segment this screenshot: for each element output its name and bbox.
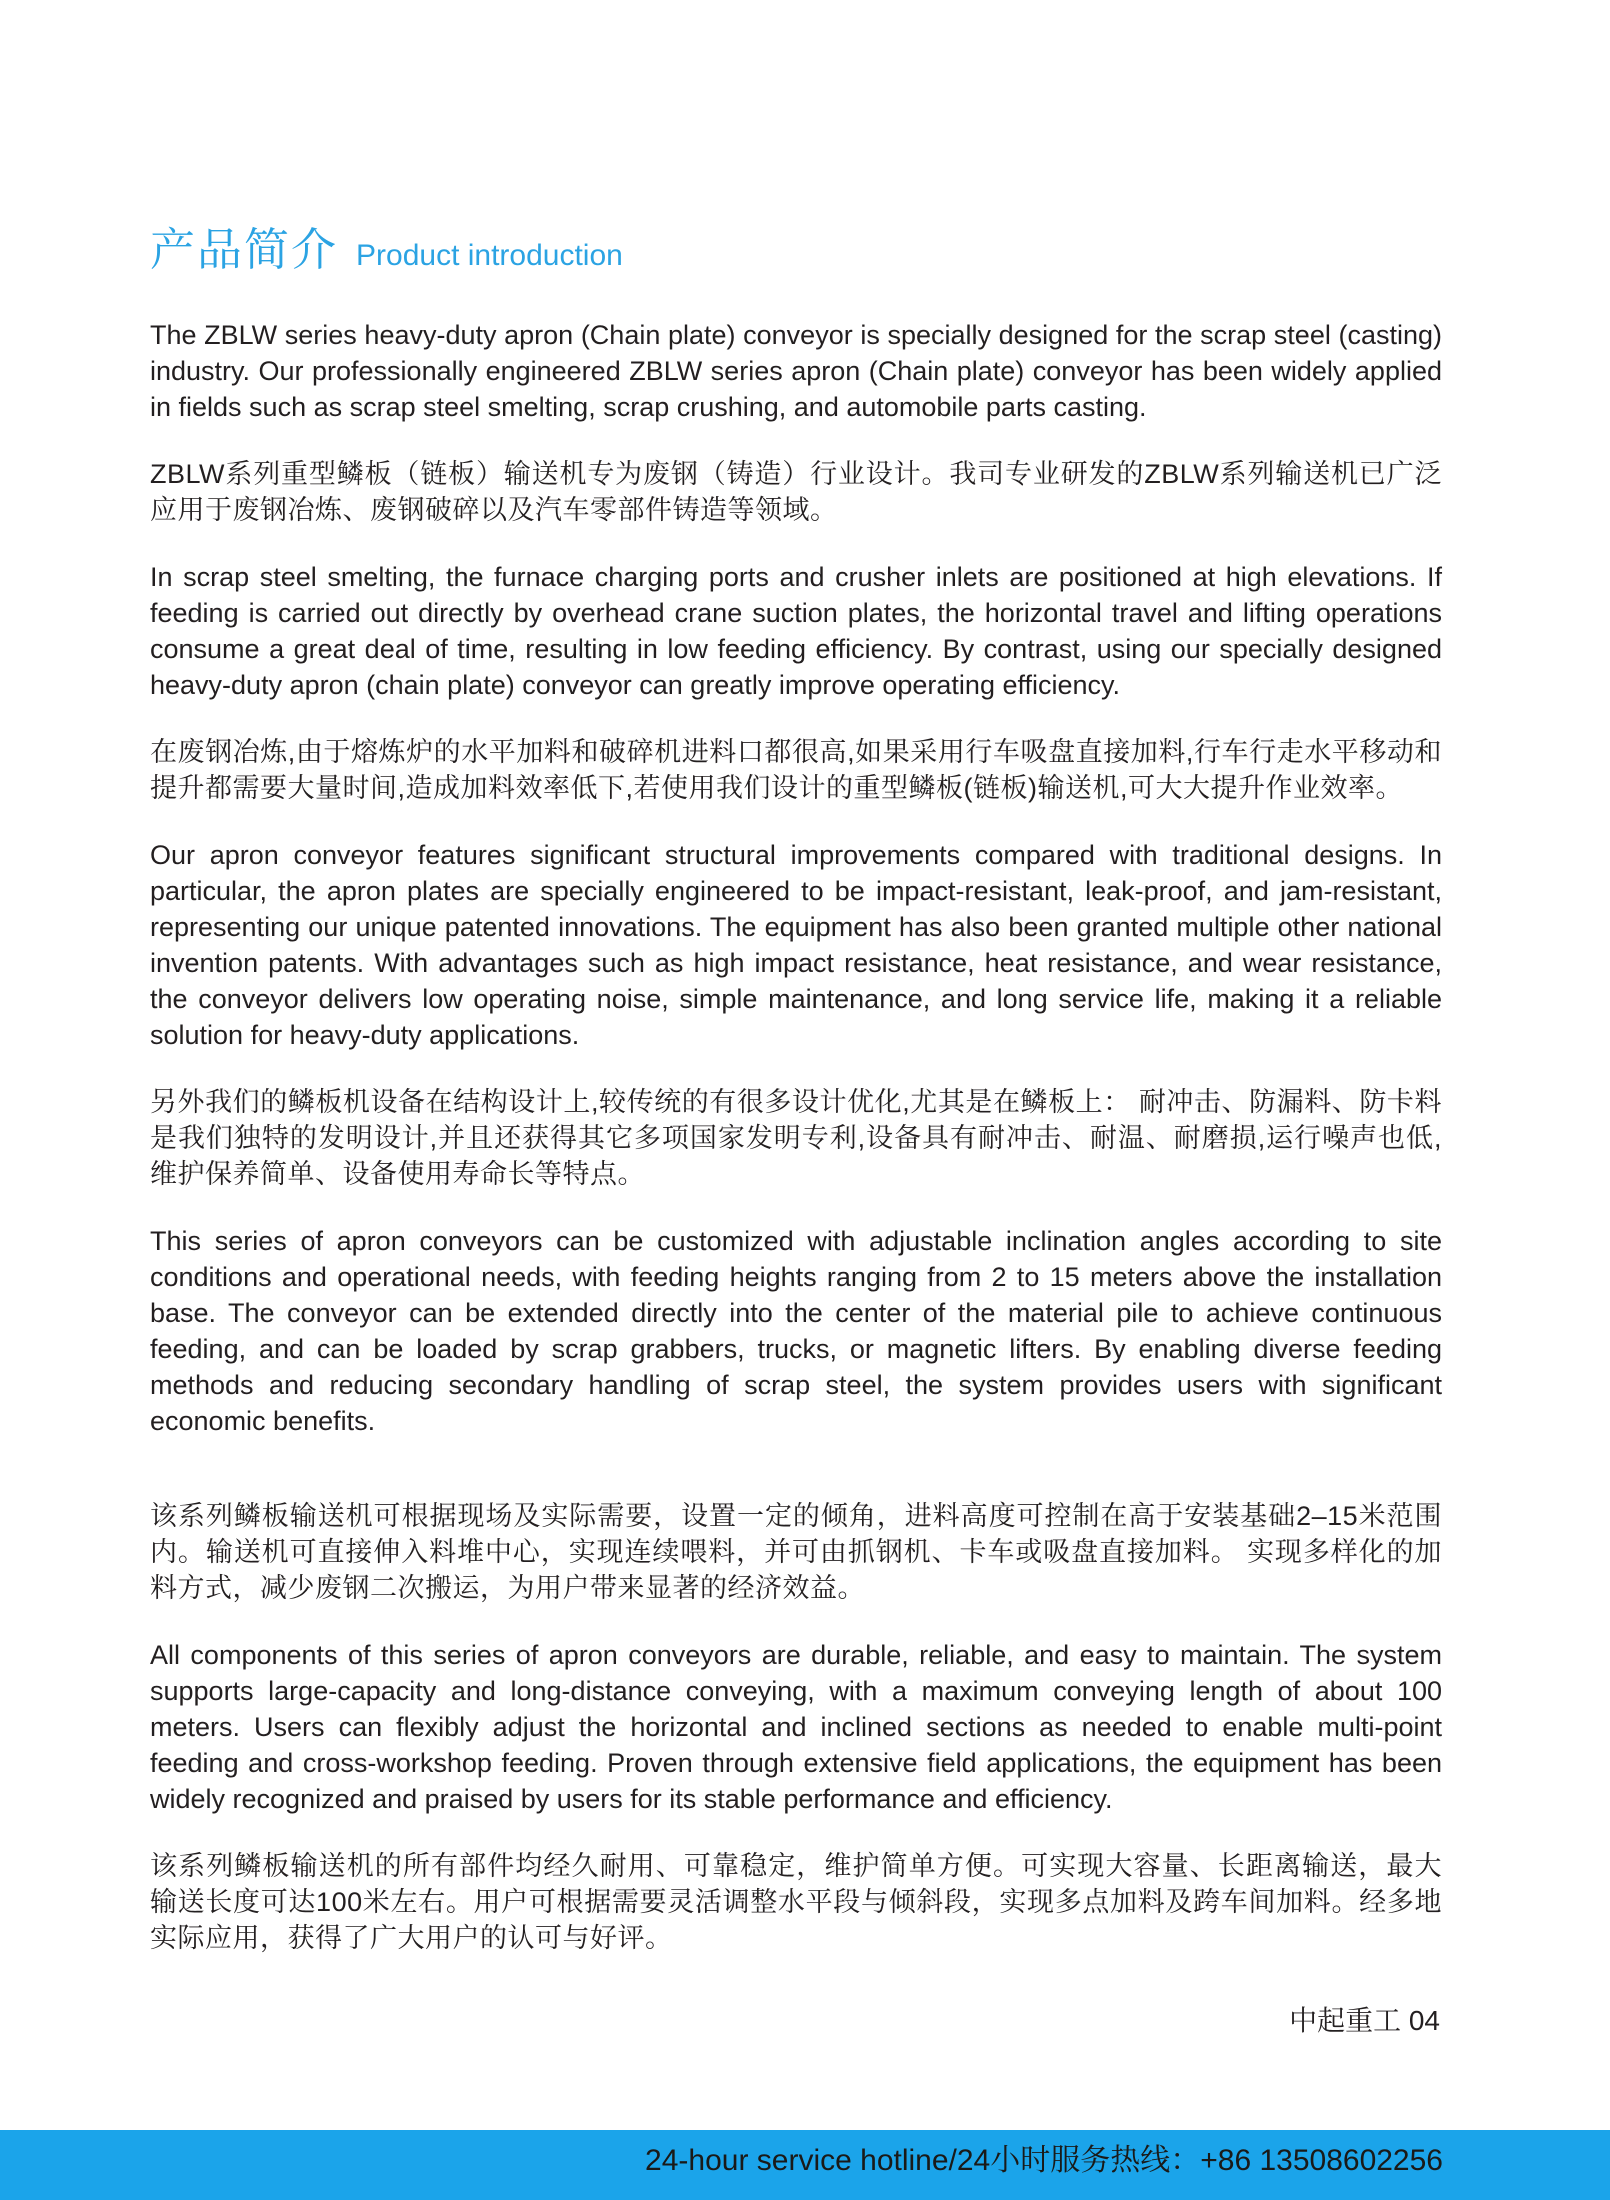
paragraph-zh-4: 该系列鳞板输送机可根据现场及实际需要，设置一定的倾角，进料高度可控制在高于安装基础2–15米范围内。输送机可直接伸入料堆中心，实现连续喂料，并可由抓钢机、卡车或吸盘直接加料。 实现多样化的加料方式，减少废钢二次搬运，为用户带来显著的经济效益。 xyxy=(150,1500,1442,1603)
page-title xyxy=(0,0,1610,275)
page-number: 中起重工 04 xyxy=(1289,2005,1440,2036)
body-content xyxy=(0,317,1610,1956)
footer-hotline-bar xyxy=(0,2130,1610,2200)
page-title-en: Product introduction xyxy=(356,239,623,272)
paragraph-zh-5: 该系列鳞板输送机的所有部件均经久耐用、可靠稳定，维护简单方便。可实现大容量、长距离输送，最大输送长度可达100米左右。用户可根据需要灵活调整水平段与倾斜段，实现多点加料及跨车间加料。经多地实际应用，获得了广大用户的认可与好评。 xyxy=(150,1850,1442,1953)
paragraph-zh-2: 在废钢冶炼,由于熔炼炉的水平加料和破碎机进料口都很高,如果采用行车吸盘直接加料,行车行走水平移动和提升都需要大量时间,造成加料效率低下,若使用我们设计的重型鳞板(链板)输送机,可大大提升作业效率。 xyxy=(150,736,1442,803)
paragraph-en-2: In scrap steel smelting, the furnace charging ports and crusher inlets are positioned at high elevations. If feeding is carried out directly by overhead crane suction plates, the horizontal travel and lifting operations consume a great deal of time, resulting in low feeding efficiency. By contrast, using our specially designed heavy-duty apron (chain plate) conveyor can greatly improve operating efficiency. xyxy=(150,561,1442,700)
paragraph-zh-1: ZBLW系列重型鳞板（链板）输送机专为废钢（铸造）行业设计。我司专业研发的ZBLW系列输送机已广泛应用于废钢冶炼、废钢破碎以及汽车零部件铸造等领域。 xyxy=(150,458,1442,525)
paragraph-en-3: Our apron conveyor features significant structural improvements compared with traditional designs. In particular, the apron plates are specially engineered to be impact-resistant, leak-proof, and jam-resistant, representing our unique patented innovations. The equipment has also been granted multiple other national invention patents. With advantages such as high impact resistance, heat resistance, and wear resistance, the conveyor delivers low operating noise, simple maintenance, and long service life, making it a reliable solution for heavy-duty applications. xyxy=(150,839,1442,1050)
paragraph-en-4: This series of apron conveyors can be customized with adjustable inclination angles according to site conditions and operational needs, with feeding heights ranging from 2 to 15 meters above the installation base. The conveyor can be extended directly into the center of the material pile to achieve continuous feeding, and can be loaded by scrap grabbers, trucks, or magnetic lifters. By enabling diverse feeding methods and reducing secondary handling of scrap steel, the system provides users with significant economic benefits. xyxy=(150,1225,1442,1436)
paragraph-zh-3: 另外我们的鳞板机设备在结构设计上,较传统的有很多设计优化,尤其是在鳞板上： 耐冲击、防漏料、防卡料是我们独特的发明设计,并且还获得其它多项国家发明专利,设备具有耐冲击、耐温、耐磨损,运行噪声也低,维护保养简单、设备使用寿命长等特点。 xyxy=(150,1086,1442,1189)
paragraph-en-1: The ZBLW series heavy-duty apron (Chain plate) conveyor is specially designed for the scrap steel (casting) industry. Our professionally engineered ZBLW series apron (Chain plate) conveyor has been widely applied in fields such as scrap steel smelting, scrap crushing, and automobile parts casting. xyxy=(150,319,1442,422)
hotline-text: 24-hour service hotline/24小时服务热线：+86 13508602256 xyxy=(645,2144,1443,2177)
page-title-zh: 产品简介 xyxy=(150,224,339,275)
paragraph-en-5: All components of this series of apron conveyors are durable, reliable, and easy to maintain. The system supports large-capacity and long-distance conveying, with a maximum conveying length of about 100 meters. Users can flexibly adjust the horizontal and inclined sections as needed to enable multi-point feeding and cross-workshop feeding. Proven through extensive field applications, the equipment has been widely recognized and praised by users for its stable performance and efficiency. xyxy=(150,1639,1442,1814)
